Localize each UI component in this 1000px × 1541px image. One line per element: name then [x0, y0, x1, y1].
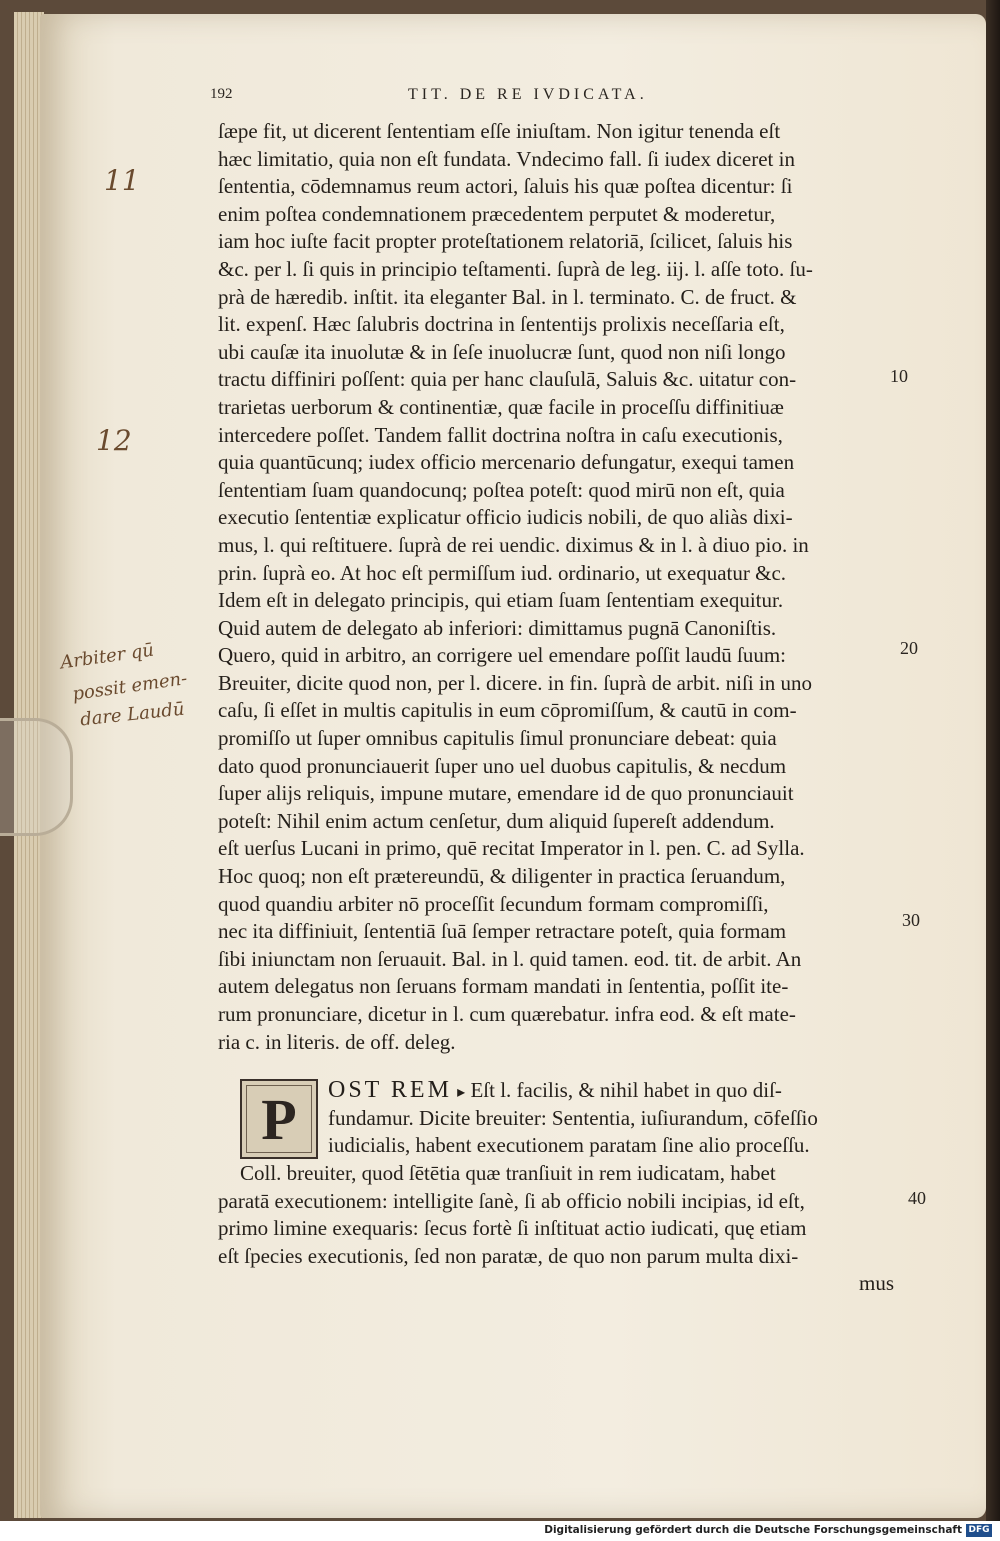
text-line: Quid autem de delegato ab inferiori: dimittamus pugnā Canoniſtis.: [218, 615, 777, 640]
margin-note-11: 11: [104, 164, 140, 197]
line-number-30: 30: [902, 910, 920, 930]
text-line: autem delegatus non ſeruans formam mandati in ſententia, poſſit ite-: [218, 974, 789, 999]
text-line: Quero, quid in arbitro, an corrigere uel emendare poſſit laudū ſuum:: [218, 643, 786, 668]
text-line: ſententia, cōdemnamus reum actori, ſaluis his quæ poſtea dicentur: ſi: [218, 174, 793, 199]
text-line: ria c. in literis. de off. deleg.: [218, 1029, 456, 1054]
text-line: quia quantūcunq; iudex officio mercenario defungatur, exequi tamen: [218, 450, 795, 475]
text-line: prin. ſuprà eo. At hoc eſt permiſſum iud. ordinario, ut exequatur &c.: [218, 560, 787, 585]
margin-note-arbiter-line3: dare Laudū: [79, 698, 186, 731]
text-line: promiſſo ut ſuper omnibus capitulis ſimul pronunciare debeat: quia: [218, 726, 777, 751]
text-line: lit. expenſ. Hæc ſalubris doctrina in ſententijs prolixis neceſſaria eſt,: [218, 312, 785, 337]
text-line: rum pronunciare, dicetur in l. cum quærebatur. infra eod. & eſt mate-: [218, 1002, 796, 1026]
catchword: mus: [858, 1271, 894, 1296]
heading-marker-icon: ▸: [457, 1084, 466, 1102]
section-line: Coll. breuiter, quod ſētētia quæ tranſiuit in rem iudicatam, habet: [240, 1160, 776, 1185]
footer-credit: Digitalisierung gefördert durch die Deutsche Forschungsgemeinschaft: [544, 1524, 962, 1536]
margin-note-arbiter-line2: possit emen-: [71, 668, 189, 705]
section-first-line: [218, 1077, 898, 1105]
book-cover-edge: [986, 0, 1000, 1521]
line-number-40: 40: [908, 1188, 926, 1208]
text-line: hæc limitatio, quia non eſt fundata. Vndecimo fall. ſi iudex diceret in: [218, 146, 795, 171]
text-line: Breuiter, dicite quod non, per l. dicere. in fin. ſuprà de arbit. niſi in uno: [218, 670, 812, 695]
text-line: Hoc quoq; non eſt prætereundū, & diligenter in practica ſeruandum,: [218, 864, 786, 889]
section-line: eſt ſpecies executionis, ſed non paratæ, de quo non parum multa dixi-: [218, 1243, 799, 1268]
section-line: Eſt l. facilis, & nihil habet in quo diſ-: [470, 1078, 782, 1103]
text-line: eſt uerſus Lucani in primo, quē recitat Imperator in l. pen. C. ad Sylla.: [218, 836, 805, 861]
text-line: ſibi iniunctam non ſeruauit. Bal. in l. quid tamen. eod. tit. de arbit. An: [218, 946, 802, 971]
text-line: trarietas uerborum & continentiæ, quæ facile in proceſſu diffinitiuæ: [218, 394, 784, 419]
text-line: iam hoc iuſte facit propter proteſtationem relatoriā, ſcilicet, ſaluis his: [218, 229, 793, 254]
section-line: paratā executionem: intelligite ſanè, ſi ab officio nobili incipias, id eſt,: [218, 1188, 805, 1213]
text-line: quod quandiu arbiter nō proceſſit ſecundum formam compromiſſi,: [218, 891, 769, 916]
line-number-20: 20: [900, 638, 918, 658]
section-line: primo limine exequaris: ſecus fortè ſi inſtituat actio iudicati, quę etiam: [218, 1216, 807, 1241]
text-line: &c. per l. ſi quis in principio teſtamenti. ſuprà de leg. iij. l. aſſe toto. ſu-: [218, 256, 813, 281]
margin-note-arbiter-line1: Arbiter qū: [58, 639, 156, 674]
chapter-section: [218, 1077, 898, 1298]
text-line: tractu diffiniri poſſent: quia per hanc clauſulā, Saluis &c. uitatur con-: [218, 367, 797, 392]
decorated-initial: [240, 1079, 318, 1159]
margin-note-12: 12: [96, 424, 132, 457]
page-number: 192: [210, 86, 233, 102]
section-line: fundamur. Dicite breuiter: Sententia, iuſiurandum, cōfeſſio: [328, 1105, 818, 1130]
text-line: Idem eſt in delegato principis, qui etiam ſuam ſententiam exequitur.: [218, 588, 784, 613]
text-line: ſuper alijs reliquis, impune mutare, emendare id de quo pronunciauit: [218, 781, 794, 806]
text-line: executio ſententiæ explicatur officio iudicis nobili, de quo aliàs dixi-: [218, 505, 793, 530]
text-line: poteſt: Nihil enim actum cenſetur, dum aliquid ſupereſt addendum.: [218, 808, 775, 833]
line-number-10: 10: [890, 366, 908, 386]
initial-letter: P: [261, 1086, 297, 1152]
text-line: intercedere poſſet. Tandem fallit doctrina noſtra in caſu executionis,: [218, 422, 783, 447]
section-line: iudicialis, habent executionem paratam ſine alio proceſſu.: [328, 1133, 810, 1158]
section-heading: OST REM: [328, 1077, 452, 1104]
text-line: caſu, ſi eſſet in multis capitulis in eum cōpromiſſum, & cautū in com-: [218, 698, 797, 723]
body-text: [218, 118, 898, 1056]
text-line: mus, l. qui reſtituere. ſuprà de rei uendic. diximus & in l. à diuo pio. in: [218, 532, 809, 557]
running-head: TIT. DE RE IVDICATA.: [408, 86, 648, 103]
text-line: ubi cauſæ ita inuolutæ & in ſeſe inuolucræ ſunt, quod non niſi longo: [218, 339, 786, 364]
text-line: prà de hæredib. inſtit. ita eleganter Bal. in l. terminato. C. de fruct. &: [218, 284, 797, 309]
digitization-footer: [0, 1521, 1000, 1541]
text-line: ſententiam ſuam quandocunq; poſtea poteſt: quod mirū non eſt, quia: [218, 477, 785, 502]
dfg-logo: DFG: [966, 1524, 992, 1537]
text-line: nec ita diffiniuit, ſententiā ſuā ſemper retractare poteſt, quia formam: [218, 919, 787, 944]
section-gap: [218, 1056, 898, 1077]
page-tab-marker: [0, 718, 73, 836]
text-line: ſæpe fit, ut dicerent ſententiam eſſe iniuſtam. Non igitur tenenda eſt: [218, 119, 781, 143]
text-line: dato quod pronunciauerit ſuper uno uel duobus capitulis, & necdum: [218, 753, 787, 778]
main-text: [218, 118, 898, 1298]
text-line: enim poſtea condemnationem præcedentem perputet & moderetur,: [218, 201, 776, 226]
